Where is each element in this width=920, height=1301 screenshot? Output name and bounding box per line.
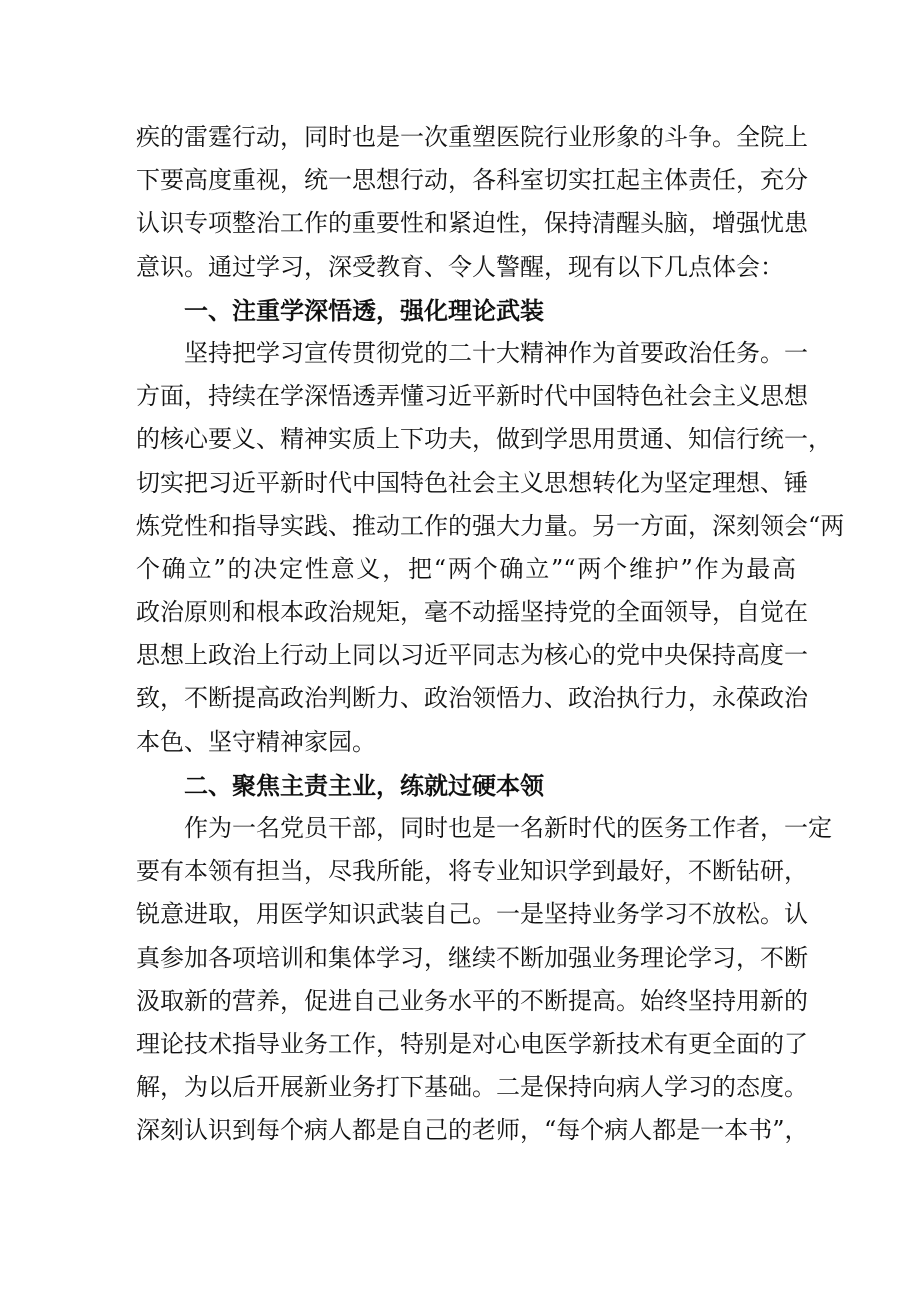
- text-line: 要有本领有担当，尽我所能，将专业知识学到最好，不断钻研，: [136, 857, 808, 886]
- text-line: 理论技术指导业务工作，特别是对心电医学新技术有更全面的了: [136, 1029, 808, 1058]
- text-line: 意识。通过学习，深受教育、令人警醒，现有以下几点体会：: [136, 252, 784, 281]
- text-line: 真参加各项培训和集体学习，继续不断加强业务理论学习，不断: [136, 943, 808, 972]
- text-line: 作为一名党员干部，同时也是一名新时代的医务工作者，一定: [184, 814, 832, 842]
- text-line: 致，不断提高政治判断力、政治领悟力、政治执行力，永葆政治: [136, 684, 808, 713]
- document-page: [136, 116, 845, 1153]
- text-line: 方面，持续在学深悟透弄懂习近平新时代中国特色社会主义思想: [136, 382, 808, 411]
- section-2-paragraph: [136, 807, 832, 1153]
- section-heading-2: 二、聚焦主责主业，练就过硬本领: [184, 770, 544, 800]
- text-line: 认识专项整治工作的重要性和紧迫性，保持清醒头脑，增强忧患: [136, 209, 808, 238]
- text-line: 深刻认识到每个病人都是自己的老师，“每个病人都是一本书”，: [136, 1116, 809, 1145]
- section-heading-1: 一、注重学深悟透，强化理论武装: [184, 295, 544, 325]
- text-line: 的核心要义、精神实质上下功夫，做到学思用贯通、知信行统一，: [136, 425, 832, 454]
- text-line: 政治原则和根本政治规矩，毫不动摇坚持党的全面领导，自觉在: [136, 598, 808, 627]
- text-line: 解，为以后开展新业务打下基础。二是保持向病人学习的态度。: [136, 1073, 808, 1102]
- section-1-paragraph: [136, 332, 845, 764]
- text-line: 切实把习近平新时代中国特色社会主义思想转化为坚定理想、锤: [136, 468, 808, 497]
- text-line: 汲取新的营养，促进自己业务水平的不断提高。始终坚持用新的: [136, 986, 808, 1015]
- text-line: 个确立”的决定性意义，把“两个确立”“两个维护”作为最高: [136, 554, 796, 583]
- text-line: 下要高度重视，统一思想行动，各科室切实扛起主体责任，充分: [136, 166, 808, 195]
- text-line: 炼党性和指导实践、推动工作的强大力量。另一方面，深刻领会“两: [136, 511, 845, 540]
- text-line: 坚持把学习宣传贯彻党的二十大精神作为首要政治任务。一: [184, 338, 808, 367]
- intro-paragraph: [136, 116, 808, 289]
- text-line: 锐意进取，用医学知识武装自己。一是坚持业务学习不放松。认: [136, 900, 808, 929]
- text-line: 疾的雷霆行动，同时也是一次重塑医院行业形象的斗争。全院上: [136, 123, 808, 151]
- text-line: 本色、坚守精神家园。: [136, 727, 376, 756]
- text-line: 思想上政治上行动上同以习近平同志为核心的党中央保持高度一: [136, 641, 808, 670]
